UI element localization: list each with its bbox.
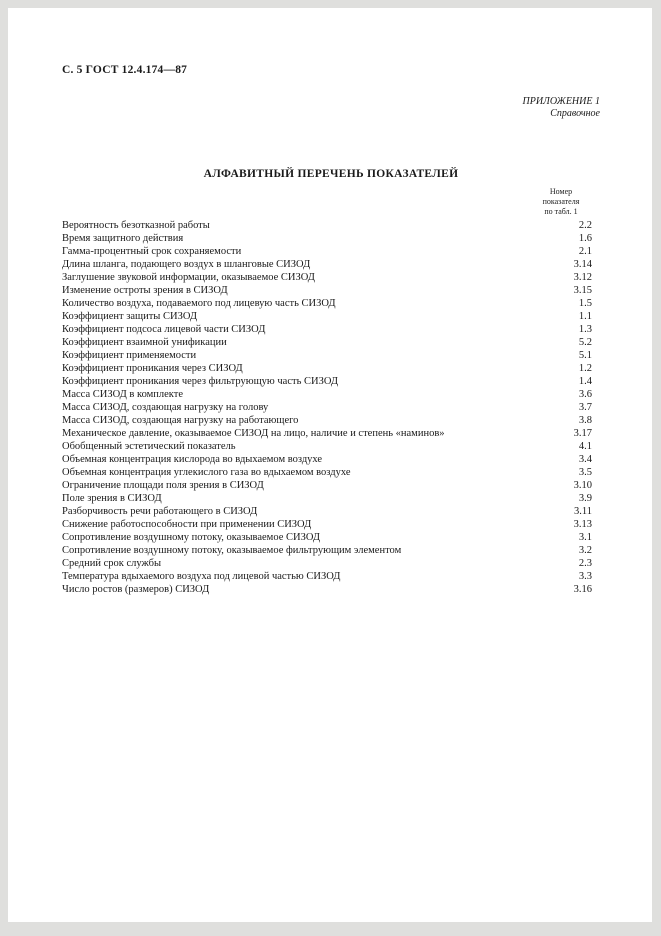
- item-label: Механическое давление, оказываемое СИЗОД на лицо, наличие и степень «наминов»: [62, 428, 445, 439]
- list-item: [62, 323, 600, 336]
- item-number: 3.5: [578, 467, 592, 478]
- item-number: 3.17: [573, 428, 592, 439]
- table-ref-header-line-1: Номер: [549, 187, 573, 196]
- list-item: [62, 440, 600, 453]
- item-label: Объемная концентрация кислорода во вдыхаемом воздухе: [62, 454, 323, 465]
- item-label: Коэффициент взаимной унификации: [62, 337, 227, 348]
- page-title: АЛФАВИТНЫЙ ПЕРЕЧЕНЬ ПОКАЗАТЕЛЕЙ: [203, 168, 459, 180]
- item-number: 3.3: [578, 571, 592, 582]
- list-item: [62, 336, 600, 349]
- item-label: Коэффициент применяемости: [62, 350, 197, 361]
- list-item: [62, 492, 600, 505]
- item-label: Обобщенный эстетический показатель: [62, 441, 236, 452]
- table-ref-header-line-2: показателя: [542, 197, 580, 206]
- appendix-line-2: Справочное: [550, 108, 600, 119]
- table-ref-header: [522, 187, 600, 217]
- list-item: [62, 388, 600, 401]
- item-number: 1.4: [578, 376, 592, 387]
- list-item: [62, 583, 600, 596]
- appendix-line-1: ПРИЛОЖЕНИЕ 1: [522, 96, 600, 107]
- list-item: [62, 219, 600, 232]
- list-item: [62, 570, 600, 583]
- list-item: [62, 349, 600, 362]
- item-number: 1.3: [578, 324, 592, 335]
- list-item: [62, 297, 600, 310]
- document-page: [8, 8, 652, 922]
- item-number: 3.4: [578, 454, 592, 465]
- item-label: Длина шланга, подающего воздух в шланговые СИЗОД: [62, 259, 311, 270]
- item-label: Коэффициент проникания через фильтрующую часть СИЗОД: [62, 376, 339, 387]
- list-item: [62, 232, 600, 245]
- item-label: Коэффициент защиты СИЗОД: [62, 311, 198, 322]
- item-number: 1.5: [578, 298, 592, 309]
- item-number: 3.1: [578, 532, 592, 543]
- item-number: 3.9: [578, 493, 592, 504]
- item-number: 3.13: [573, 519, 592, 530]
- list-item: [62, 375, 600, 388]
- item-label: Средний срок службы: [62, 558, 162, 569]
- list-item: [62, 453, 600, 466]
- page-header: С. 5 ГОСТ 12.4.174—87: [62, 64, 188, 76]
- page-content: [62, 8, 600, 596]
- item-label: Температура вдыхаемого воздуха под лицевой частью СИЗОД: [62, 571, 341, 582]
- list-item: [62, 245, 600, 258]
- appendix-note: [62, 96, 600, 120]
- item-label: Поле зрения в СИЗОД: [62, 493, 162, 504]
- list-item: [62, 271, 600, 284]
- item-label: Заглушение звуковой информации, оказываемое СИЗОД: [62, 272, 315, 283]
- item-number: 3.10: [573, 480, 592, 491]
- list-item: [62, 362, 600, 375]
- item-label: Масса СИЗОД, создающая нагрузку на работающего: [62, 415, 299, 426]
- item-number: 3.6: [578, 389, 592, 400]
- item-label: Снижение работоспособности при применении СИЗОД: [62, 519, 312, 530]
- item-label: Масса СИЗОД, создающая нагрузку на голову: [62, 402, 269, 413]
- item-number: 3.16: [573, 584, 592, 595]
- list-item: [62, 557, 600, 570]
- item-number: 2.2: [578, 220, 592, 231]
- item-label: Гамма-процентный срок сохраняемости: [62, 246, 242, 257]
- item-number: 1.1: [578, 311, 592, 322]
- list-item: [62, 258, 600, 271]
- list-item: [62, 310, 600, 323]
- item-number: 1.2: [578, 363, 592, 374]
- item-number: 2.3: [578, 558, 592, 569]
- item-label: Коэффициент проникания через СИЗОД: [62, 363, 243, 374]
- item-label: Ограничение площади поля зрения в СИЗОД: [62, 480, 264, 491]
- item-label: Объемная концентрация углекислого газа во вдыхаемом воздухе: [62, 467, 351, 478]
- item-number: 3.8: [578, 415, 592, 426]
- item-number: 2.1: [578, 246, 592, 257]
- list-item: [62, 531, 600, 544]
- list-item: [62, 544, 600, 557]
- item-number: 1.6: [578, 233, 592, 244]
- table-ref-header-line-3: по табл. 1: [544, 207, 578, 216]
- list-item: [62, 518, 600, 531]
- item-number: 3.7: [578, 402, 592, 413]
- item-number: 5.2: [578, 337, 592, 348]
- item-label: Масса СИЗОД в комплекте: [62, 389, 184, 400]
- item-number: 5.1: [578, 350, 592, 361]
- list-item: [62, 284, 600, 297]
- item-number: 3.11: [574, 506, 592, 517]
- item-label: Разборчивость речи работающего в СИЗОД: [62, 506, 258, 517]
- item-label: Количество воздуха, подаваемого под лицевую часть СИЗОД: [62, 298, 336, 309]
- item-label: Изменение остроты зрения в СИЗОД: [62, 285, 228, 296]
- item-label: Время защитного действия: [62, 233, 184, 244]
- list-item: [62, 414, 600, 427]
- item-label: Число ростов (размеров) СИЗОД: [62, 584, 210, 595]
- item-label: Вероятность безотказной работы: [62, 220, 210, 231]
- list-item: [62, 427, 600, 440]
- item-label: Сопротивление воздушному потоку, оказываемое фильтрующим элементом: [62, 545, 402, 556]
- list-item: [62, 479, 600, 492]
- item-number: 4.1: [578, 441, 592, 452]
- list-item: [62, 401, 600, 414]
- item-number: 3.12: [573, 272, 592, 283]
- list-item: [62, 505, 600, 518]
- index-list: [62, 219, 600, 596]
- item-number: 3.15: [573, 285, 592, 296]
- item-number: 3.2: [578, 545, 592, 556]
- item-label: Коэффициент подсоса лицевой части СИЗОД: [62, 324, 266, 335]
- item-label: Сопротивление воздушному потоку, оказываемое СИЗОД: [62, 532, 321, 543]
- list-item: [62, 466, 600, 479]
- item-number: 3.14: [573, 259, 592, 270]
